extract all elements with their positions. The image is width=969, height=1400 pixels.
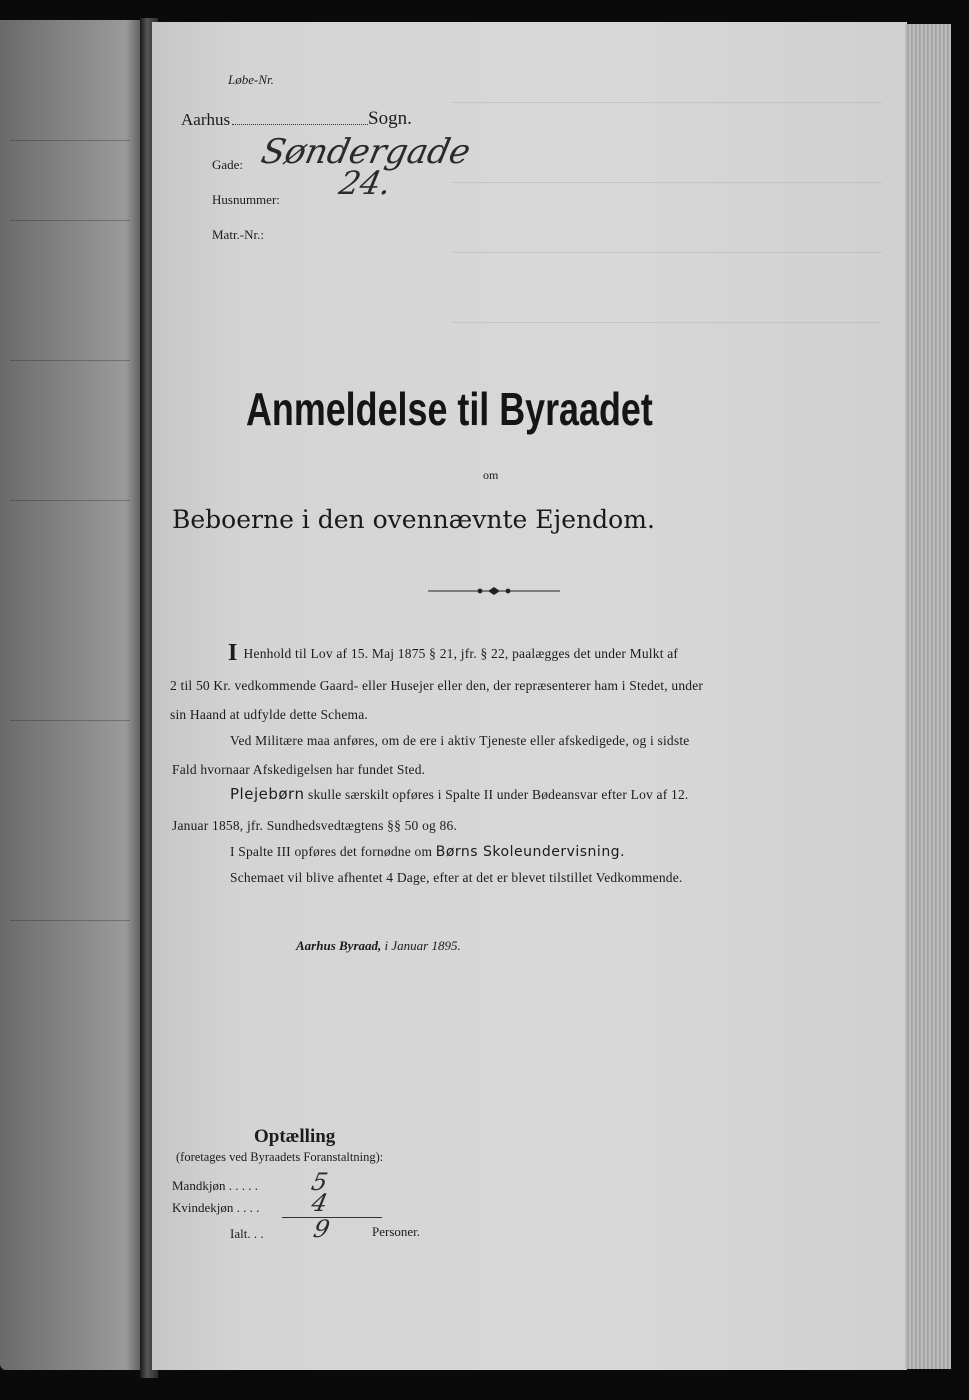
husnummer-label: Husnummer: (212, 192, 280, 207)
gade-label: Gade: (212, 157, 244, 172)
paragraph-4: I Spalte III opføres det fornødne om Børns Skoleundervisning. (230, 844, 626, 860)
sum-rule (282, 1217, 382, 1218)
paragraph-3-line-2: Januar 1858, jfr. Sundhedsvedtægtens §§ 50 og 86. (172, 818, 458, 833)
om-label: om (483, 468, 499, 482)
document-page (152, 22, 907, 1370)
sogn-label: Sogn. (368, 108, 412, 129)
paragraph-3-line-1: Plejebørn skulle særskilt opføres i Spalte II under Bødeansvar efter Lov af 12. (230, 785, 689, 803)
ialt-label: Ialt. . . (230, 1226, 264, 1241)
paragraph-5: Schemaet vil blive afhentet 4 Dage, efter at det er blevet tilstillet Vedkommende. (230, 870, 683, 885)
document-subtitle: Beboerne i den ovennævnte Ejendom. (172, 505, 655, 534)
paragraph-1-line-3: sin Haand at udfylde dette Schema. (170, 707, 368, 722)
kvindekjon-value: 4 (309, 1189, 331, 1217)
tally-title: Optælling (254, 1126, 336, 1147)
paragraph-2-line-2: Fald hvornaar Afskedigelsen har fundet Sted. (172, 762, 426, 777)
kvindekjon-label: Kvindekjøn . . . . (172, 1200, 260, 1215)
matr-nr-label: Matr.-Nr.: (212, 227, 264, 242)
ialt-value: 9 (311, 1215, 333, 1243)
tally-subtitle: (foretages ved Byraadets Foranstaltning): (176, 1150, 384, 1164)
drop-cap: I (228, 640, 238, 666)
left-page (0, 20, 148, 1370)
city-label: Aarhus (181, 110, 231, 129)
paragraph-1-line-1: I Henhold til Lov af 15. Maj 1875 § 21, jfr. § 22, paalægges det under Mulkt af (228, 640, 679, 666)
sogn-line (232, 124, 368, 125)
document-title: Anmeldelse til Byraadet (246, 383, 653, 435)
mandkjon-value: 5 (309, 1168, 331, 1196)
lobe-nr-label: Løbe-Nr. (228, 72, 274, 87)
page-edges (905, 24, 951, 1369)
mandkjon-label: Mandkjøn . . . . . (172, 1178, 258, 1193)
gade-value: Søndergade (257, 132, 474, 172)
paragraph-1-line-2: 2 til 50 Kr. vedkommende Gaard- eller Husejer eller den, der repræsenterer ham i Stedet, under (170, 678, 704, 693)
paragraph-2-line-1: Ved Militære maa anføres, om de ere i aktiv Tjeneste eller afskedigede, og i sidste (230, 733, 690, 748)
signature: Aarhus Byraad, i Januar 1895. (296, 938, 461, 953)
husnummer-value: 24. (335, 164, 395, 202)
ornament-divider (428, 584, 560, 598)
personer-label: Personer. (372, 1224, 421, 1239)
